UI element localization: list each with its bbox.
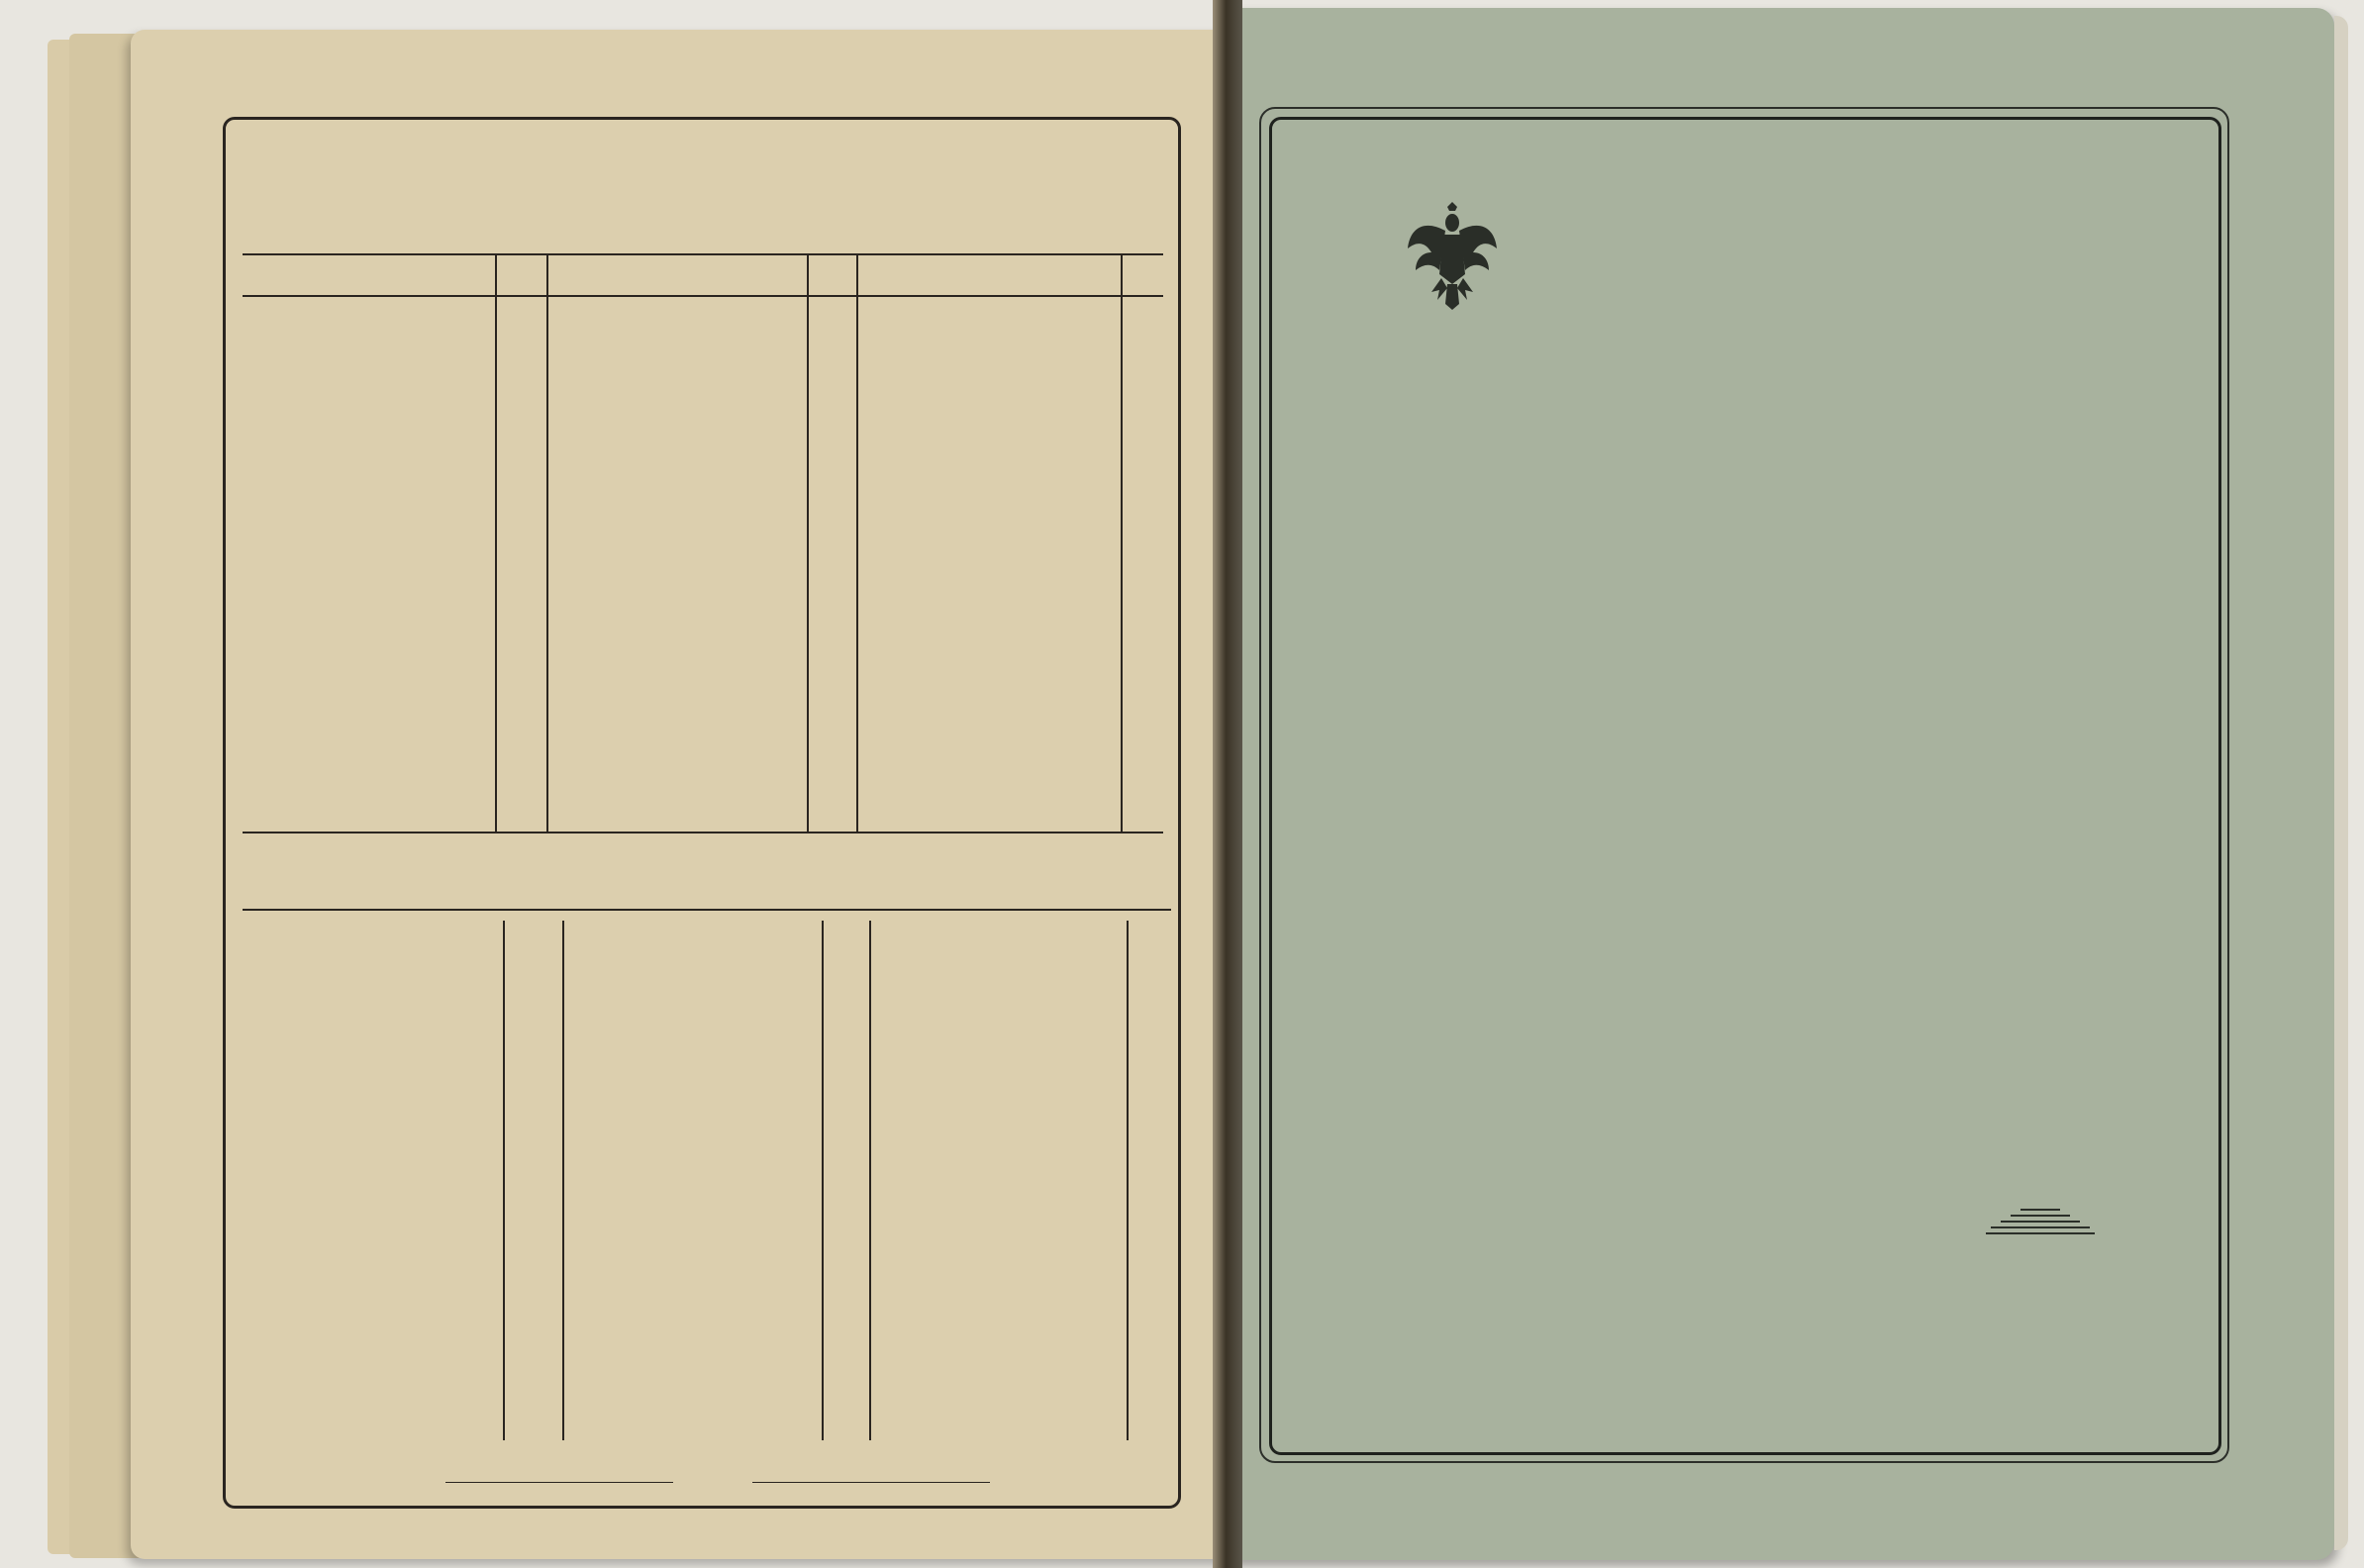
col-divider: [1127, 921, 1129, 1440]
polish-eagle-emblem: [1404, 201, 1501, 310]
table-top-rule: [243, 253, 1163, 255]
table-bottom-rule: [243, 832, 1163, 833]
footer-rule: [445, 1482, 673, 1483]
col-divider: [807, 253, 809, 832]
col-divider: [869, 921, 871, 1440]
printer-ornament: [1986, 1206, 2095, 1239]
col-divider: [546, 253, 548, 832]
col-divider: [503, 921, 505, 1440]
right-page-inner-frame: [1269, 117, 2221, 1455]
book-gutter: [1213, 0, 1242, 1568]
col-divider: [856, 253, 858, 832]
col-divider: [562, 921, 564, 1440]
col-divider: [495, 253, 497, 832]
left-page-frame: [223, 117, 1181, 1509]
footer-rule: [752, 1482, 990, 1483]
col-divider: [822, 921, 824, 1440]
table-header-rule: [243, 295, 1163, 297]
table2-top-rule: [243, 909, 1171, 911]
col-divider: [1121, 253, 1123, 832]
